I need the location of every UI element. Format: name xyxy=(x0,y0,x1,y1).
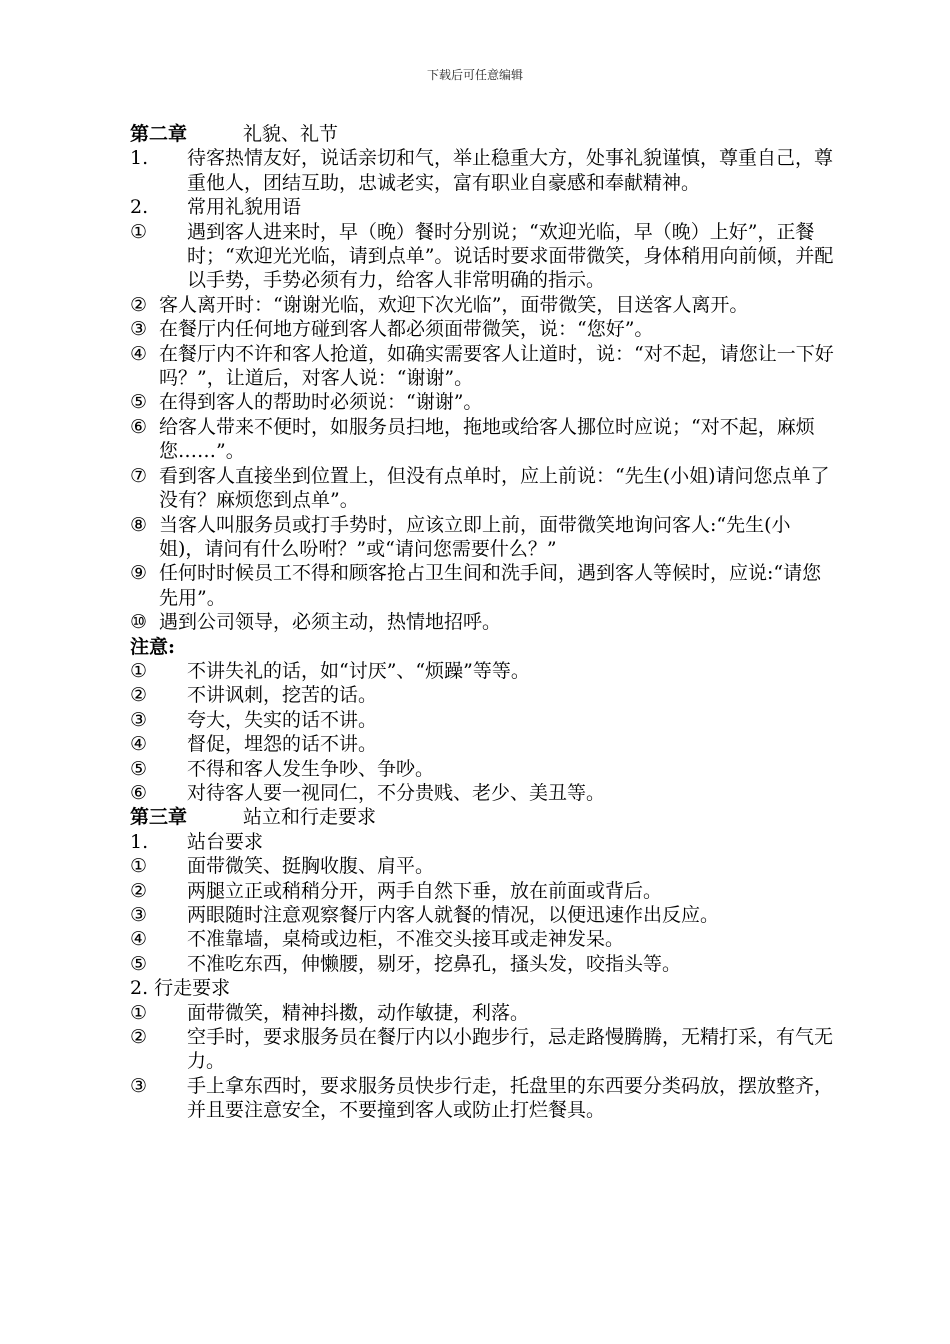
list-item xyxy=(130,830,835,854)
item-number: ⑤ xyxy=(130,952,148,975)
notice-heading xyxy=(130,635,835,659)
item-text: 不讲讽刺，挖苦的话。 xyxy=(187,684,378,707)
item-number: ⑦ xyxy=(130,464,148,487)
chapter-2-title: 礼貌、礼节 xyxy=(243,123,339,145)
item-text: 面带微笑，精神抖擞，动作敏捷，利落。 xyxy=(187,1001,530,1024)
notice-label: 注意: xyxy=(130,635,176,658)
item-text: 任何时时候员工不得和顾客抢占卫生间和洗手间，遇到客人等候时，应说:“请您先用”。 xyxy=(159,562,822,609)
item-text: 常用礼貌用语 xyxy=(187,196,302,219)
chapter-3-title: 站立和行走要求 xyxy=(243,806,377,829)
item-text: 不讲失礼的话，如“讨厌”、“烦躁”等等。 xyxy=(187,659,530,682)
item-text: 面带微笑、挺胸收腹、肩平。 xyxy=(187,855,435,878)
list-item xyxy=(130,561,835,610)
item-number: 2. xyxy=(130,196,149,219)
list-item xyxy=(130,342,835,391)
item-number: ③ xyxy=(130,318,148,341)
item-number: ③ xyxy=(130,1074,148,1097)
list-item xyxy=(130,195,835,219)
item-number: ⑤ xyxy=(130,391,148,414)
item-number: ② xyxy=(130,293,148,316)
item-text: 给客人带来不便时，如服务员扫地，拖地或给客人挪位时应说；“对不起，麻烦您……”。 xyxy=(159,415,815,463)
item-text: 客人离开时：“谢谢光临，欢迎下次光临”，面带微笑，目送客人离开。 xyxy=(159,293,749,316)
item-text: 当客人叫服务员或打手势时，应该立即上前，面带微笑地询问客人:“先生(小姐)，请问有什么吩咐？”或“请问您需要什么？” xyxy=(159,513,791,560)
item-text: 对待客人要一视同仁，不分贵贱、老少、美丑等。 xyxy=(187,781,606,804)
item-number: 1. xyxy=(130,147,149,170)
item-number: ① xyxy=(130,659,148,682)
item-text: 在餐厅内不许和客人抢道，如确实需要客人让道时，说：“对不起，请您让一下好吗？”，让道后，对客人说：“谢谢”。 xyxy=(159,342,834,390)
item-number: ③ xyxy=(130,904,148,926)
document-body xyxy=(130,122,835,1123)
item-number: 1. xyxy=(130,830,149,853)
list-item xyxy=(130,415,835,464)
list-item xyxy=(130,903,835,927)
list-item xyxy=(130,927,835,951)
item-number: ④ xyxy=(130,928,148,951)
list-item xyxy=(130,146,835,195)
item-number: ⑥ xyxy=(130,781,148,804)
chapter-3-label: 第三章 xyxy=(130,806,188,829)
item-text: 夸大，失实的话不讲。 xyxy=(187,708,378,731)
item-number: ① xyxy=(130,855,148,878)
walk-heading xyxy=(130,976,835,1000)
item-number: ⑨ xyxy=(130,562,148,585)
item-text: 手上拿东西时，要求服务员快步行走，托盘里的东西要分类码放，摆放整齐，并且要注意安全，不要撞到客人或防止打烂餐具。 xyxy=(187,1074,834,1122)
item-number: ⑤ xyxy=(130,757,148,780)
list-item xyxy=(130,220,835,293)
list-item xyxy=(130,464,835,513)
item-text: 看到客人直接坐到位置上，但没有点单时，应上前说：“先生(小姐)请问您点单了没有？麻烦您到点单”。 xyxy=(159,464,830,512)
item-text: 空手时，要求服务员在餐厅内以小跑步行，忌走路慢腾腾，无精打采，有气无力。 xyxy=(187,1026,834,1073)
list-item xyxy=(130,757,835,781)
list-item xyxy=(130,879,835,903)
item-number: ① xyxy=(130,220,148,243)
chapter-3-heading xyxy=(130,805,835,829)
item-number: ② xyxy=(130,684,148,707)
item-text: 两眼随时注意观察餐厅内客人就餐的情况，以便迅速作出反应。 xyxy=(187,904,720,926)
item-text: 不准靠墙，桌椅或边柜，不准交头接耳或走神发呆。 xyxy=(187,928,625,951)
list-item xyxy=(130,293,835,317)
item-number: ③ xyxy=(130,708,148,731)
list-item xyxy=(130,659,835,683)
item-number: ② xyxy=(130,879,148,902)
item-text: 两腿立正或稍稍分开，两手自然下垂，放在前面或背后。 xyxy=(187,879,663,902)
walk-label: 2. 行走要求 xyxy=(130,977,231,1000)
item-text: 在餐厅内任何地方碰到客人都必须面带微笑，说：“您好”。 xyxy=(159,318,654,341)
list-item xyxy=(130,708,835,732)
list-item xyxy=(130,610,835,634)
list-item xyxy=(130,390,835,414)
item-number: ⑩ xyxy=(130,611,148,634)
chapter-2-label: 第二章 xyxy=(130,123,188,145)
list-item xyxy=(130,683,835,707)
list-item xyxy=(130,317,835,341)
item-text: 在得到客人的帮助时必须说：“谢谢”。 xyxy=(159,391,483,414)
item-text: 不得和客人发生争吵、争吵。 xyxy=(187,757,435,780)
item-text: 遇到公司领导，必须主动，热情地招呼。 xyxy=(159,611,502,634)
list-item xyxy=(130,1025,835,1074)
list-item xyxy=(130,513,835,562)
item-text: 不准吃东西，伸懒腰，剔牙，挖鼻孔，搔头发，咬指头等。 xyxy=(187,952,682,975)
item-number: ⑧ xyxy=(130,513,148,536)
list-item xyxy=(130,732,835,756)
item-text: 待客热情友好，说话亲切和气，举止稳重大方，处事礼貌谨慎，尊重自己，尊重他人，团结互助，忠诚老实，富有职业自豪感和奉献精神。 xyxy=(187,147,834,194)
item-number: ④ xyxy=(130,733,148,756)
item-text: 遇到客人进来时，早（晚）餐时分别说；“欢迎光临，早（晚）上好”，正餐时；“欢迎光光临，请到点单”。说话时要求面带微笑，身体稍用向前倾，并配以手势，手势必须有力，给客人非常明确的指示。 xyxy=(187,220,834,292)
item-number: ④ xyxy=(130,342,148,365)
item-text: 站台要求 xyxy=(187,830,264,853)
item-number: ① xyxy=(130,1001,148,1024)
page-header: 下载后可任意编辑 xyxy=(426,68,523,82)
list-item xyxy=(130,952,835,976)
item-text: 督促，埋怨的话不讲。 xyxy=(187,733,378,756)
item-number: ⑥ xyxy=(130,415,148,438)
list-item xyxy=(130,854,835,878)
item-number: ② xyxy=(130,1026,148,1049)
list-item xyxy=(130,781,835,805)
list-item xyxy=(130,1001,835,1025)
list-item xyxy=(130,1074,835,1123)
chapter-2-heading xyxy=(130,122,835,146)
